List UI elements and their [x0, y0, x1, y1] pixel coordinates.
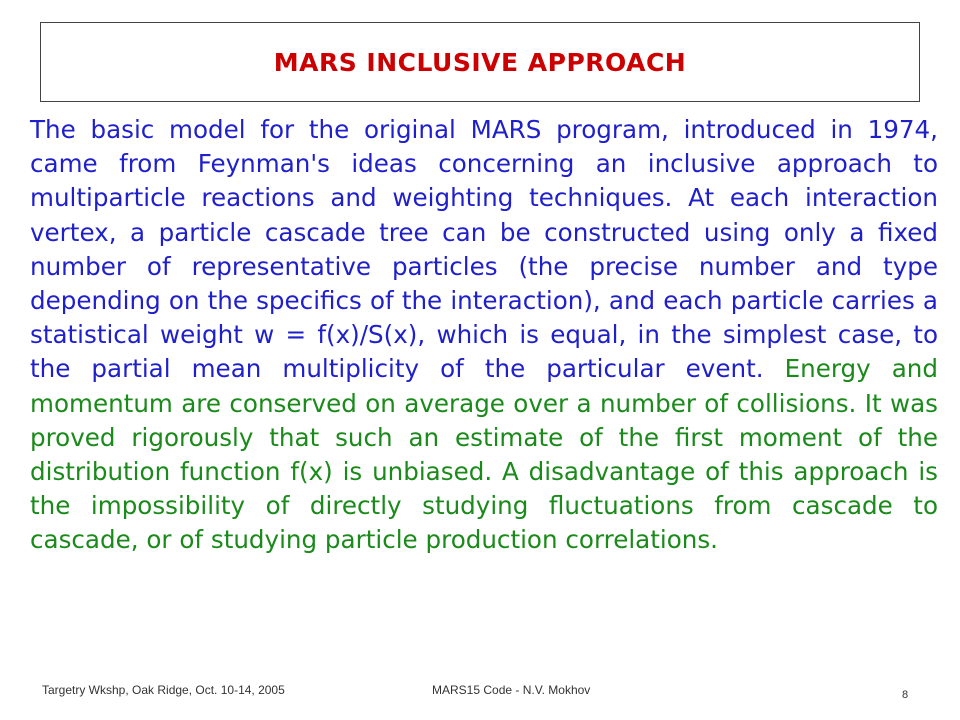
page-number: 8: [902, 689, 909, 701]
footer-author: MARS15 Code - N.V. Mokhov: [432, 683, 591, 697]
body-text-green: Energy and momentum are conserved on average over a number of collisions. It was proved rigorously that such an estimate of the first moment of the distribution function f(x) is unbiased. A disadvantage of this approach is the impossibility of directly studying fluctuations from cascade to cascade, or of studying particle production correlations.: [30, 354, 938, 555]
body-text-blue: The basic model for the original MARS program, introduced in 1974, came from Feynman's ideas concerning an inclusive approach to multiparticle reactions and weighting techniques. At each interaction vertex, a particle cascade tree can be constructed using only a fixed number of representative particles (the precise number and type depending on the specifics of the interaction), and each particle carries a statistical weight w = f(x)/S(x), which is equal, in the simplest case, to the partial mean multiplicity of the particular event.: [30, 115, 938, 384]
title-box: [40, 22, 920, 102]
body-paragraph: [30, 113, 938, 558]
footer-event: Targetry Wkshp, Oak Ridge, Oct. 10-14, 2005: [42, 683, 285, 697]
slide-title: MARS INCLUSIVE APPROACH: [273, 47, 687, 77]
